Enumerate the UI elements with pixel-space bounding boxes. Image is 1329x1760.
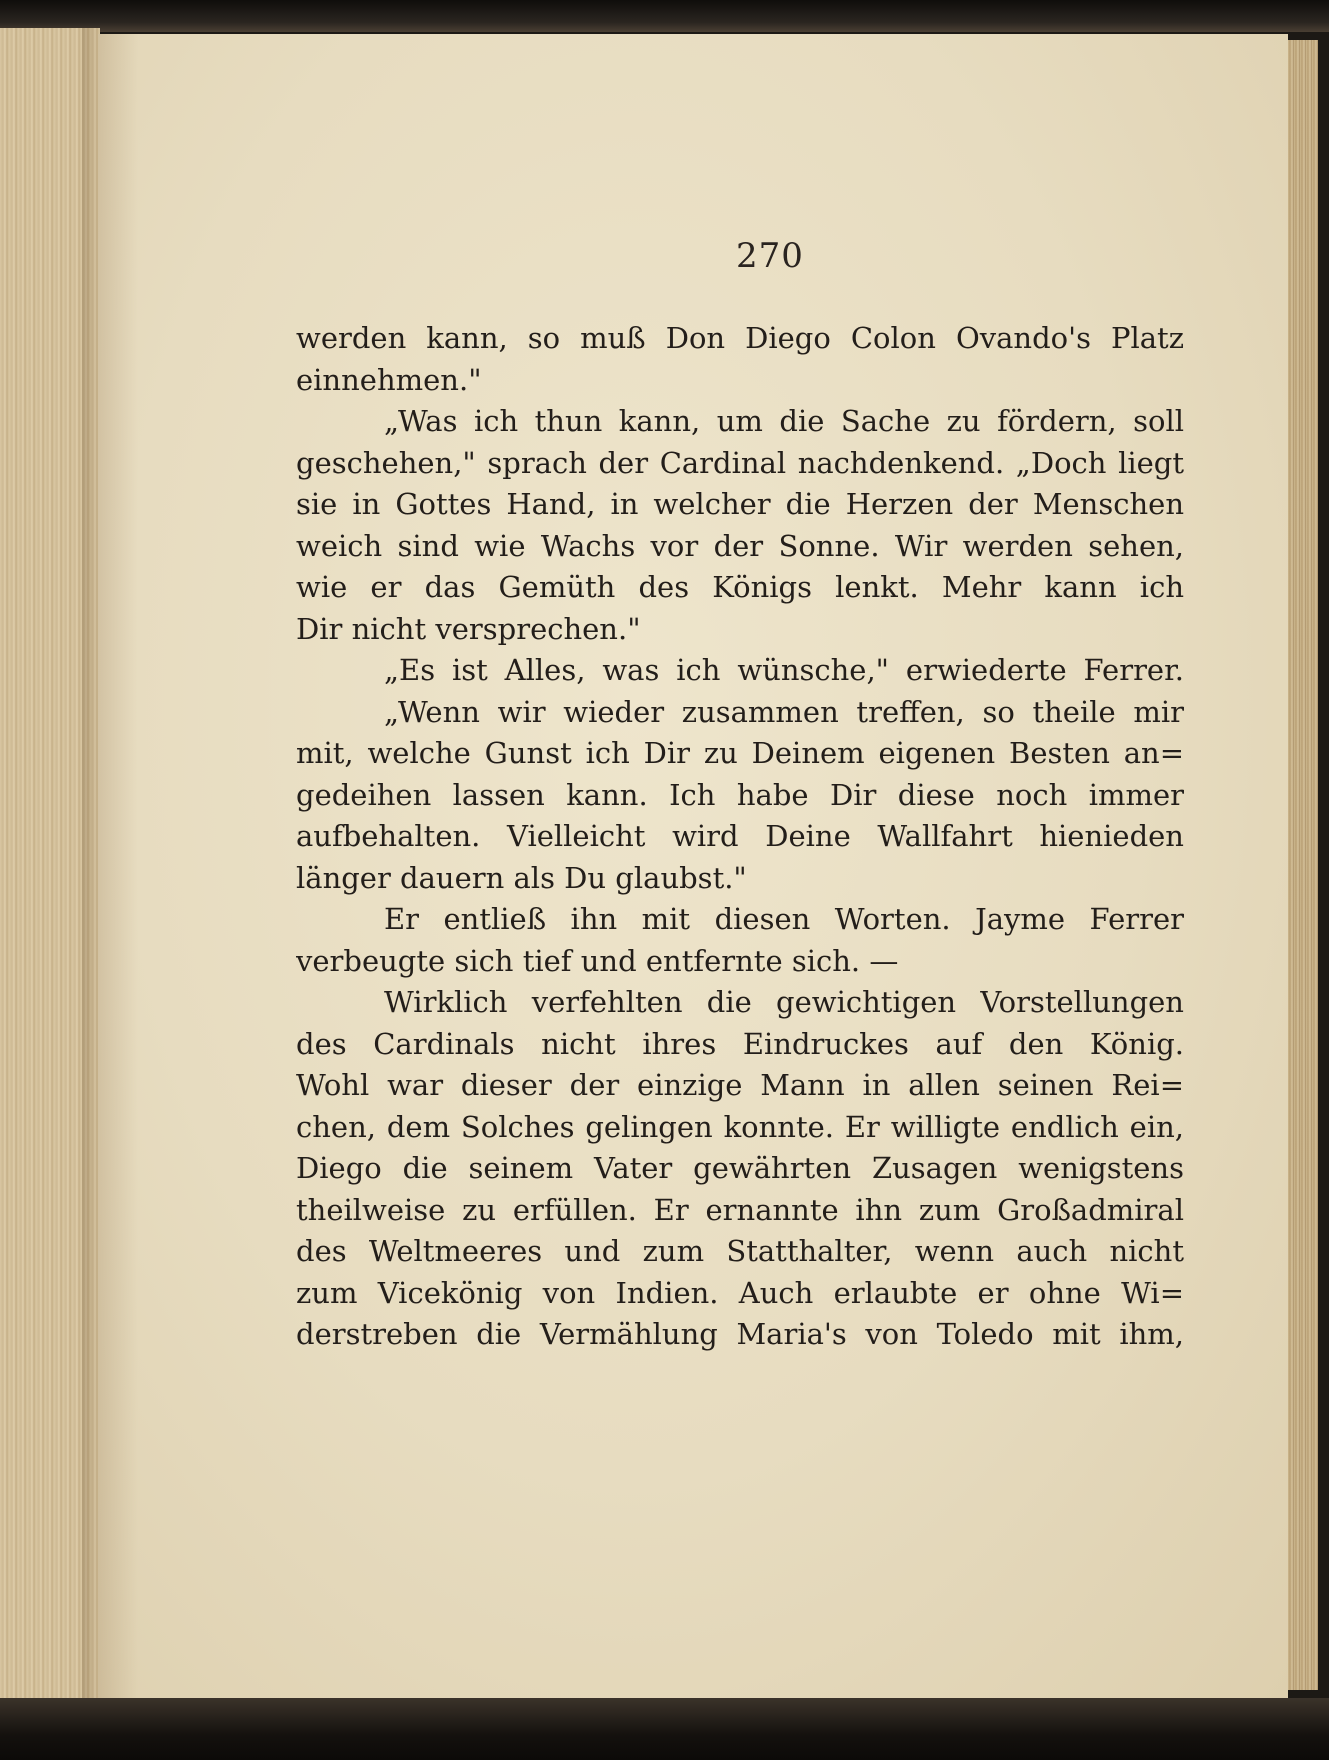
scanner-top-edge	[0, 0, 1329, 32]
text-line: wie er das Gemüth des Königs lenkt. Mehr kann ich	[296, 570, 1184, 604]
text-line: „Es ist Alles, was ich wünsche," erwiederte Ferrer.	[384, 653, 1184, 687]
right-page-stack	[1288, 40, 1318, 1690]
text-line: Diego die seinem Vater gewährten Zusagen wenigstens	[296, 1151, 1184, 1185]
left-page-stack	[0, 28, 100, 1700]
text-line: verbeugte sich tief und entfernte sich. —	[296, 943, 899, 978]
text-line: „Wenn wir wieder zusammen treffen, so theile mir	[384, 694, 1184, 729]
text-line: Wohl war dieser der einzige Mann in allen seinen Rei=	[296, 1068, 1184, 1102]
text-line: derstreben die Vermählung Maria's von Toledo mit ihm,	[296, 1317, 1184, 1351]
text-line: einnehmen."	[296, 362, 482, 397]
text-line: gedeihen lassen kann. Ich habe Dir diese noch immer	[296, 777, 1184, 812]
text-line: weich sind wie Wachs vor der Sonne. Wir werden sehen,	[296, 528, 1184, 563]
text-line: Dir nicht versprechen."	[296, 611, 641, 646]
scanner-bottom-edge	[0, 1698, 1329, 1760]
text-line: geschehen," sprach der Cardinal nachdenkend. „Doch liegt	[296, 445, 1184, 480]
text-line: länger dauern als Du glaubst."	[296, 860, 747, 895]
text-line: werden kann, so muß Don Diego Colon Ovando's Platz	[296, 321, 1184, 355]
text-line: mit, welche Gunst ich Dir zu Deinem eigenen Besten an=	[296, 736, 1184, 770]
text-line: sie in Gottes Hand, in welcher die Herzen der Menschen	[296, 487, 1184, 521]
text-line: zum Vicekönig von Indien. Auch erlaubte er ohne Wi=	[296, 1275, 1184, 1310]
text-line: „Was ich thun kann, um die Sache zu fördern, soll	[384, 404, 1184, 438]
text-line: des Cardinals nicht ihres Eindruckes auf den König.	[296, 1026, 1184, 1061]
text-line: Er entließ ihn mit diesen Worten. Jayme Ferrer	[384, 902, 1184, 936]
text-line: chen, dem Solches gelingen konnte. Er willigte endlich ein,	[296, 1109, 1184, 1144]
page-number: 270	[736, 236, 804, 276]
text-line: des Weltmeeres und zum Statthalter, wenn auch nicht	[296, 1234, 1184, 1268]
text-line: Wirklich verfehlten die gewichtigen Vorstellungen	[384, 985, 1184, 1019]
body-text	[296, 318, 1184, 1356]
text-line: theilweise zu erfüllen. Er ernannte ihn zum Großadmiral	[296, 1192, 1184, 1227]
text-line: aufbehalten. Vielleicht wird Deine Wallfahrt hienieden	[296, 819, 1184, 853]
